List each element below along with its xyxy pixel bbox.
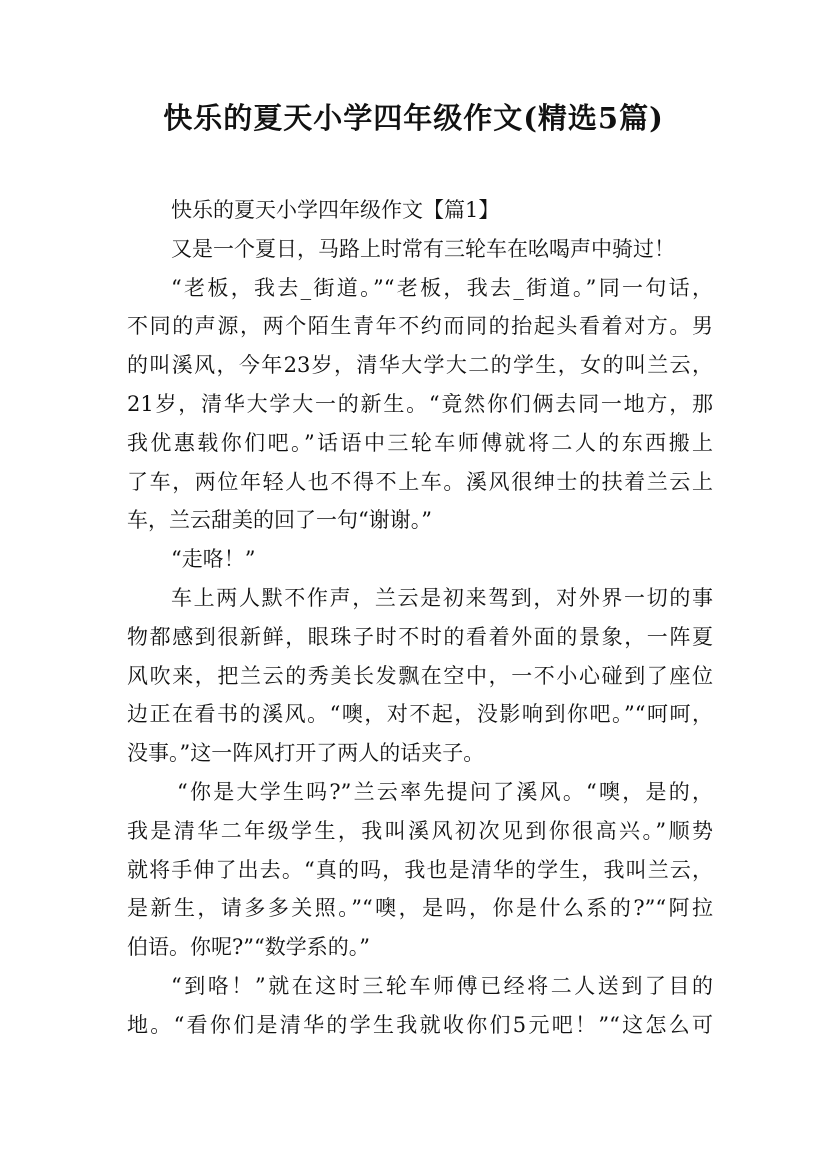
paragraph-line: 就将手伸了出去。“真的吗，我也是清华的学生，我叫兰云， (127, 857, 713, 882)
paragraph-line: 物都感到很新鲜，眼珠子时不时的看着外面的景象，一阵夏 (127, 624, 713, 649)
paragraph-line: 又是一个夏日，马路上时常有三轮车在吆喝声中骑过！ (171, 236, 675, 261)
document-body (127, 191, 713, 1045)
paragraph-line: 边正在看书的溪风。“噢，对不起，没影响到你吧。”“呵呵， (127, 702, 713, 727)
paragraph-line: “到咯！”就在这时三轮车师傅已经将二人送到了目的 (171, 973, 713, 998)
section-heading: 快乐的夏天小学四年级作文【篇1】 (171, 198, 500, 222)
paragraph-line: 我是清华二年级学生，我叫溪风初次见到你很高兴。”顺势 (127, 818, 713, 843)
paragraph-line: 我优惠载你们吧。”话语中三轮车师傅就将二人的东西搬上 (127, 430, 713, 455)
paragraph-line: “你是大学生吗?”兰云率先提问了溪风。“噢，是的， (177, 779, 713, 804)
paragraph-line: 21岁，清华大学大一的新生。“竟然你们俩去同一地方，那 (127, 391, 713, 416)
paragraph-line: 车上两人默不作声，兰云是初来驾到，对外界一切的事 (171, 585, 713, 610)
document-title: 快乐的夏天小学四年级作文(精选5篇) (163, 101, 664, 135)
paragraph-line: “老板，我去_街道。”“老板，我去_街道。”同一句话， (171, 275, 713, 300)
paragraph-line: “走咯！” (171, 547, 256, 572)
paragraph-line: 地。“看你们是清华的学生我就收你们5元吧！”“这怎么可 (127, 1012, 713, 1037)
paragraph-line: 没事。”这一阵风打开了两人的话夹子。 (127, 741, 485, 766)
paragraph-line: 伯语。你呢?”“数学系的。” (127, 935, 370, 960)
paragraph-line: 不同的声源，两个陌生青年不约而同的抬起头看着对方。男 (127, 314, 713, 339)
paragraph-line: 的叫溪风，今年23岁，清华大学大二的学生，女的叫兰云， (127, 353, 713, 378)
paragraph-line: 了车，两位年轻人也不得不上车。溪风很绅士的扶着兰云上 (127, 469, 713, 494)
paragraph-line: 车，兰云甜美的回了一句“谢谢。” (127, 508, 432, 533)
paragraph-line: 风吹来，把兰云的秀美长发飘在空中，一不小心碰到了座位 (127, 663, 713, 688)
paragraph-line: 是新生，请多多关照。”“噢，是吗，你是什么系的?”“阿拉 (127, 896, 713, 921)
